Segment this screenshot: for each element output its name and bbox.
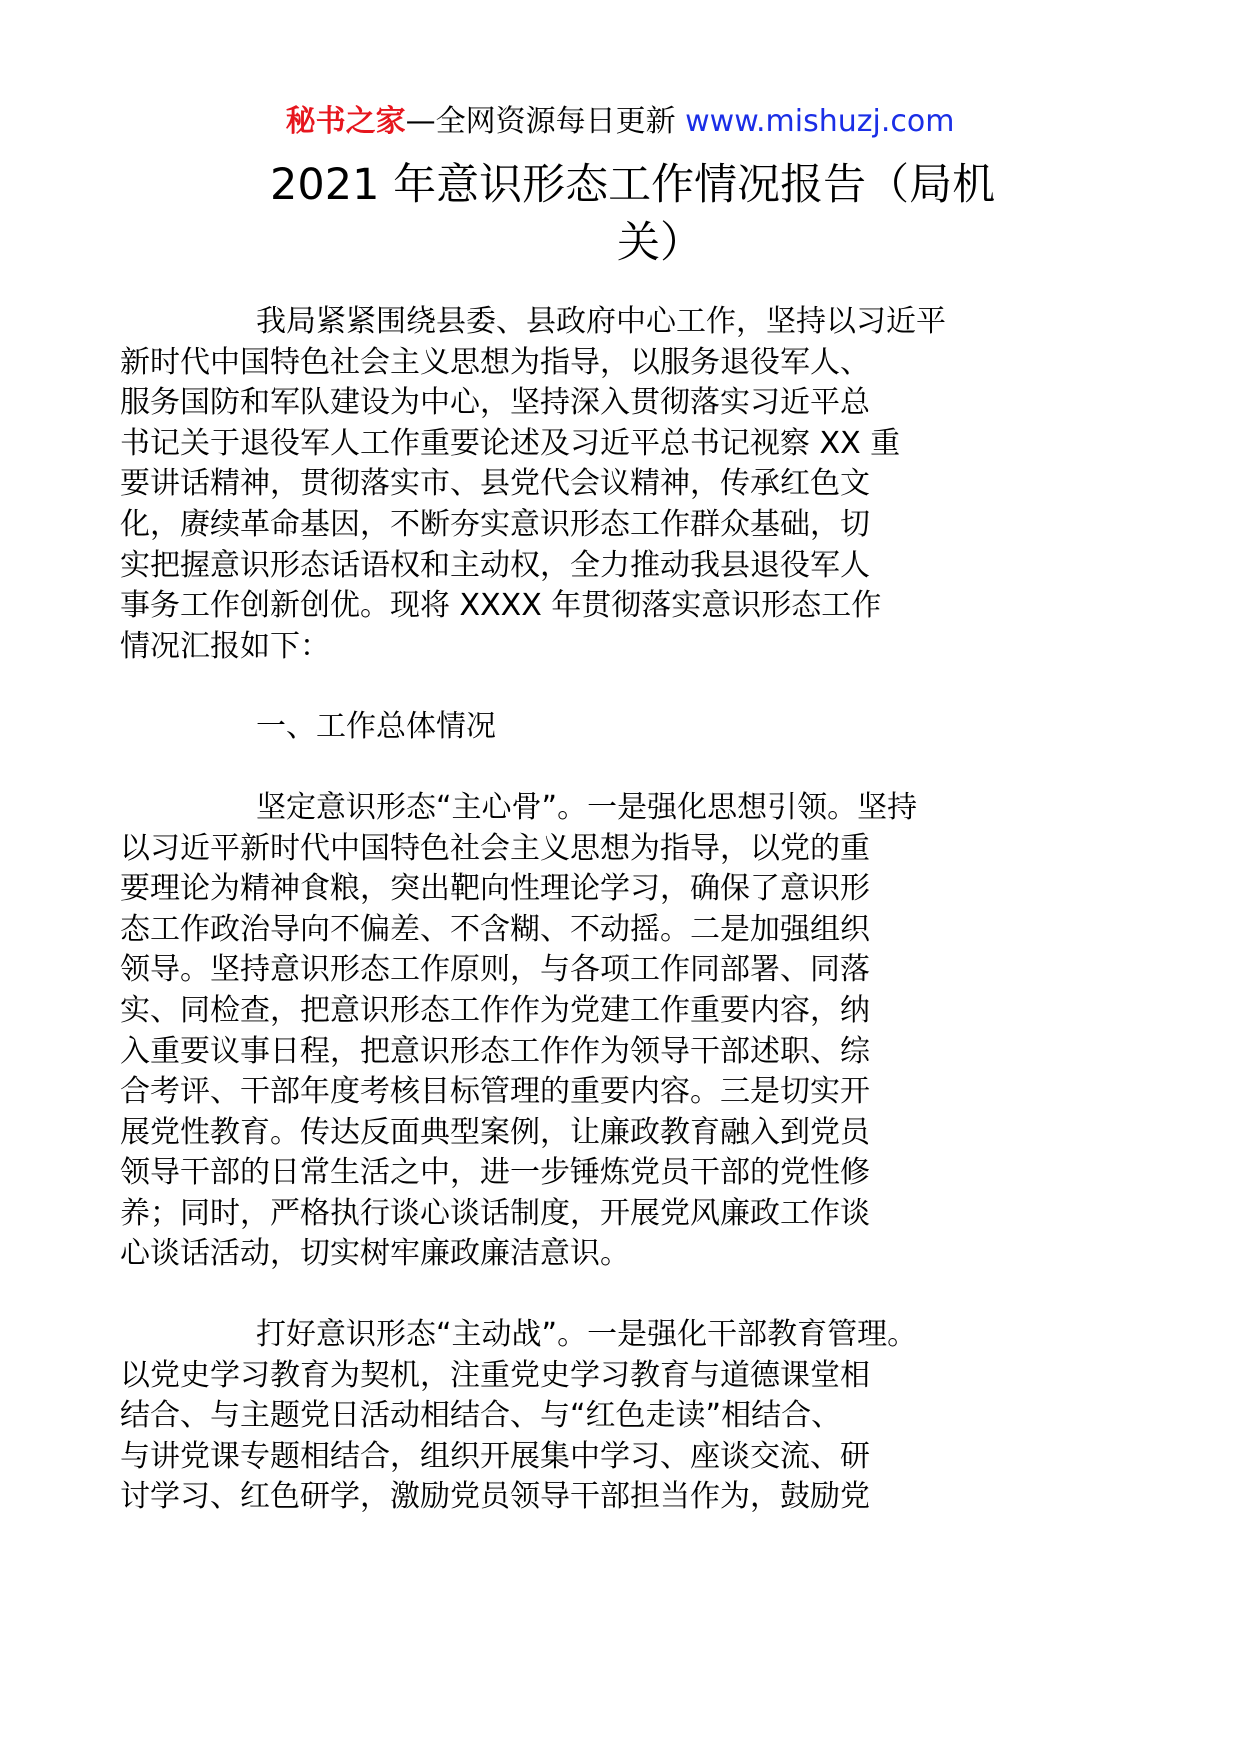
text-line: 入重要议事日程，把意识形态工作作为领导干部述职、综: [120, 1033, 870, 1069]
text-line: 要理论为精神食粮，突出靶向性理论学习，确保了意识形: [120, 871, 870, 907]
brand-name: 秘书之家: [285, 104, 406, 139]
text-line: 实、同检查，把意识形态工作作为党建工作重要内容，纳: [120, 992, 870, 1028]
paragraph: [120, 788, 1038, 1275]
document-title: [270, 156, 1070, 272]
text-line: 实把握意识形态话语权和主动权，全力推动我县退役军人: [120, 547, 870, 583]
paragraph: [120, 302, 1038, 667]
text-line: 以党史学习教育为契机，注重党史学习教育与道德课堂相: [120, 1357, 870, 1393]
text-line: 领导。坚持意识形态工作原则，与各项工作同部署、同落: [120, 952, 870, 988]
text-line: 服务国防和军队建设为中心，坚持深入贯彻落实习近平总: [120, 385, 870, 421]
site-header: [0, 100, 1240, 144]
text-line: 养；同时，严格执行谈心谈话制度，开展党风廉政工作谈: [120, 1195, 870, 1231]
text-line: 书记关于退役军人工作重要论述及习近平总书记视察 XX 重: [120, 425, 901, 461]
text-line: 坚定意识形态“主心骨”。一是强化思想引领。坚持: [256, 789, 918, 825]
text-line: 打好意识形态“主动战”。一是强化干部教育管理。: [256, 1317, 918, 1353]
text-line: 展党性教育。传达反面典型案例，让廉政教育融入到党员: [120, 1114, 870, 1150]
section-heading: [188, 707, 1038, 748]
text-line: 领导干部的日常生活之中，进一步锤炼党员干部的党性修: [120, 1155, 870, 1191]
title-line-1: 2021 年意识形态工作情况报告（局机: [270, 160, 996, 210]
text-line: 心谈话活动，切实树牢廉政廉洁意识。: [120, 1236, 630, 1272]
title-line-2: 关）: [617, 218, 703, 268]
text-line: 讨学习、红色研学，激励党员领导干部担当作为，鼓励党: [120, 1479, 870, 1515]
text-line: 我局紧紧围绕县委、县政府中心工作，坚持以习近平: [256, 304, 946, 339]
text-line: 事务工作创新创优。现将 XXXX 年贯彻落实意识形态工作: [120, 588, 882, 624]
text-line: 与讲党课专题相结合，组织开展集中学习、座谈交流、研: [120, 1438, 870, 1474]
site-link[interactable]: www.mishuzj.com: [685, 104, 955, 139]
text-line: 要讲话精神，贯彻落实市、县党代会议精神，传承红色文: [120, 466, 870, 502]
text-line: 一、工作总体情况: [256, 709, 496, 745]
text-line: 合考评、干部年度考核目标管理的重要内容。三是切实开: [120, 1074, 870, 1110]
document-body: [120, 302, 1038, 1558]
paragraph: [120, 1315, 1038, 1518]
text-line: 化，赓续革命基因，不断夯实意识形态工作群众基础，切: [120, 506, 870, 542]
text-line: 新时代中国特色社会主义思想为指导，以服务退役军人、: [120, 344, 870, 380]
text-line: 以习近平新时代中国特色社会主义思想为指导，以党的重: [120, 830, 870, 866]
text-line: 态工作政治导向不偏差、不含糊、不动摇。二是加强组织: [120, 911, 870, 947]
header-tagline: —全网资源每日更新: [405, 104, 686, 139]
text-line: 结合、与主题党日活动相结合、与“红色走读”相结合、: [120, 1398, 842, 1434]
text-line: 情况汇报如下：: [120, 628, 330, 664]
